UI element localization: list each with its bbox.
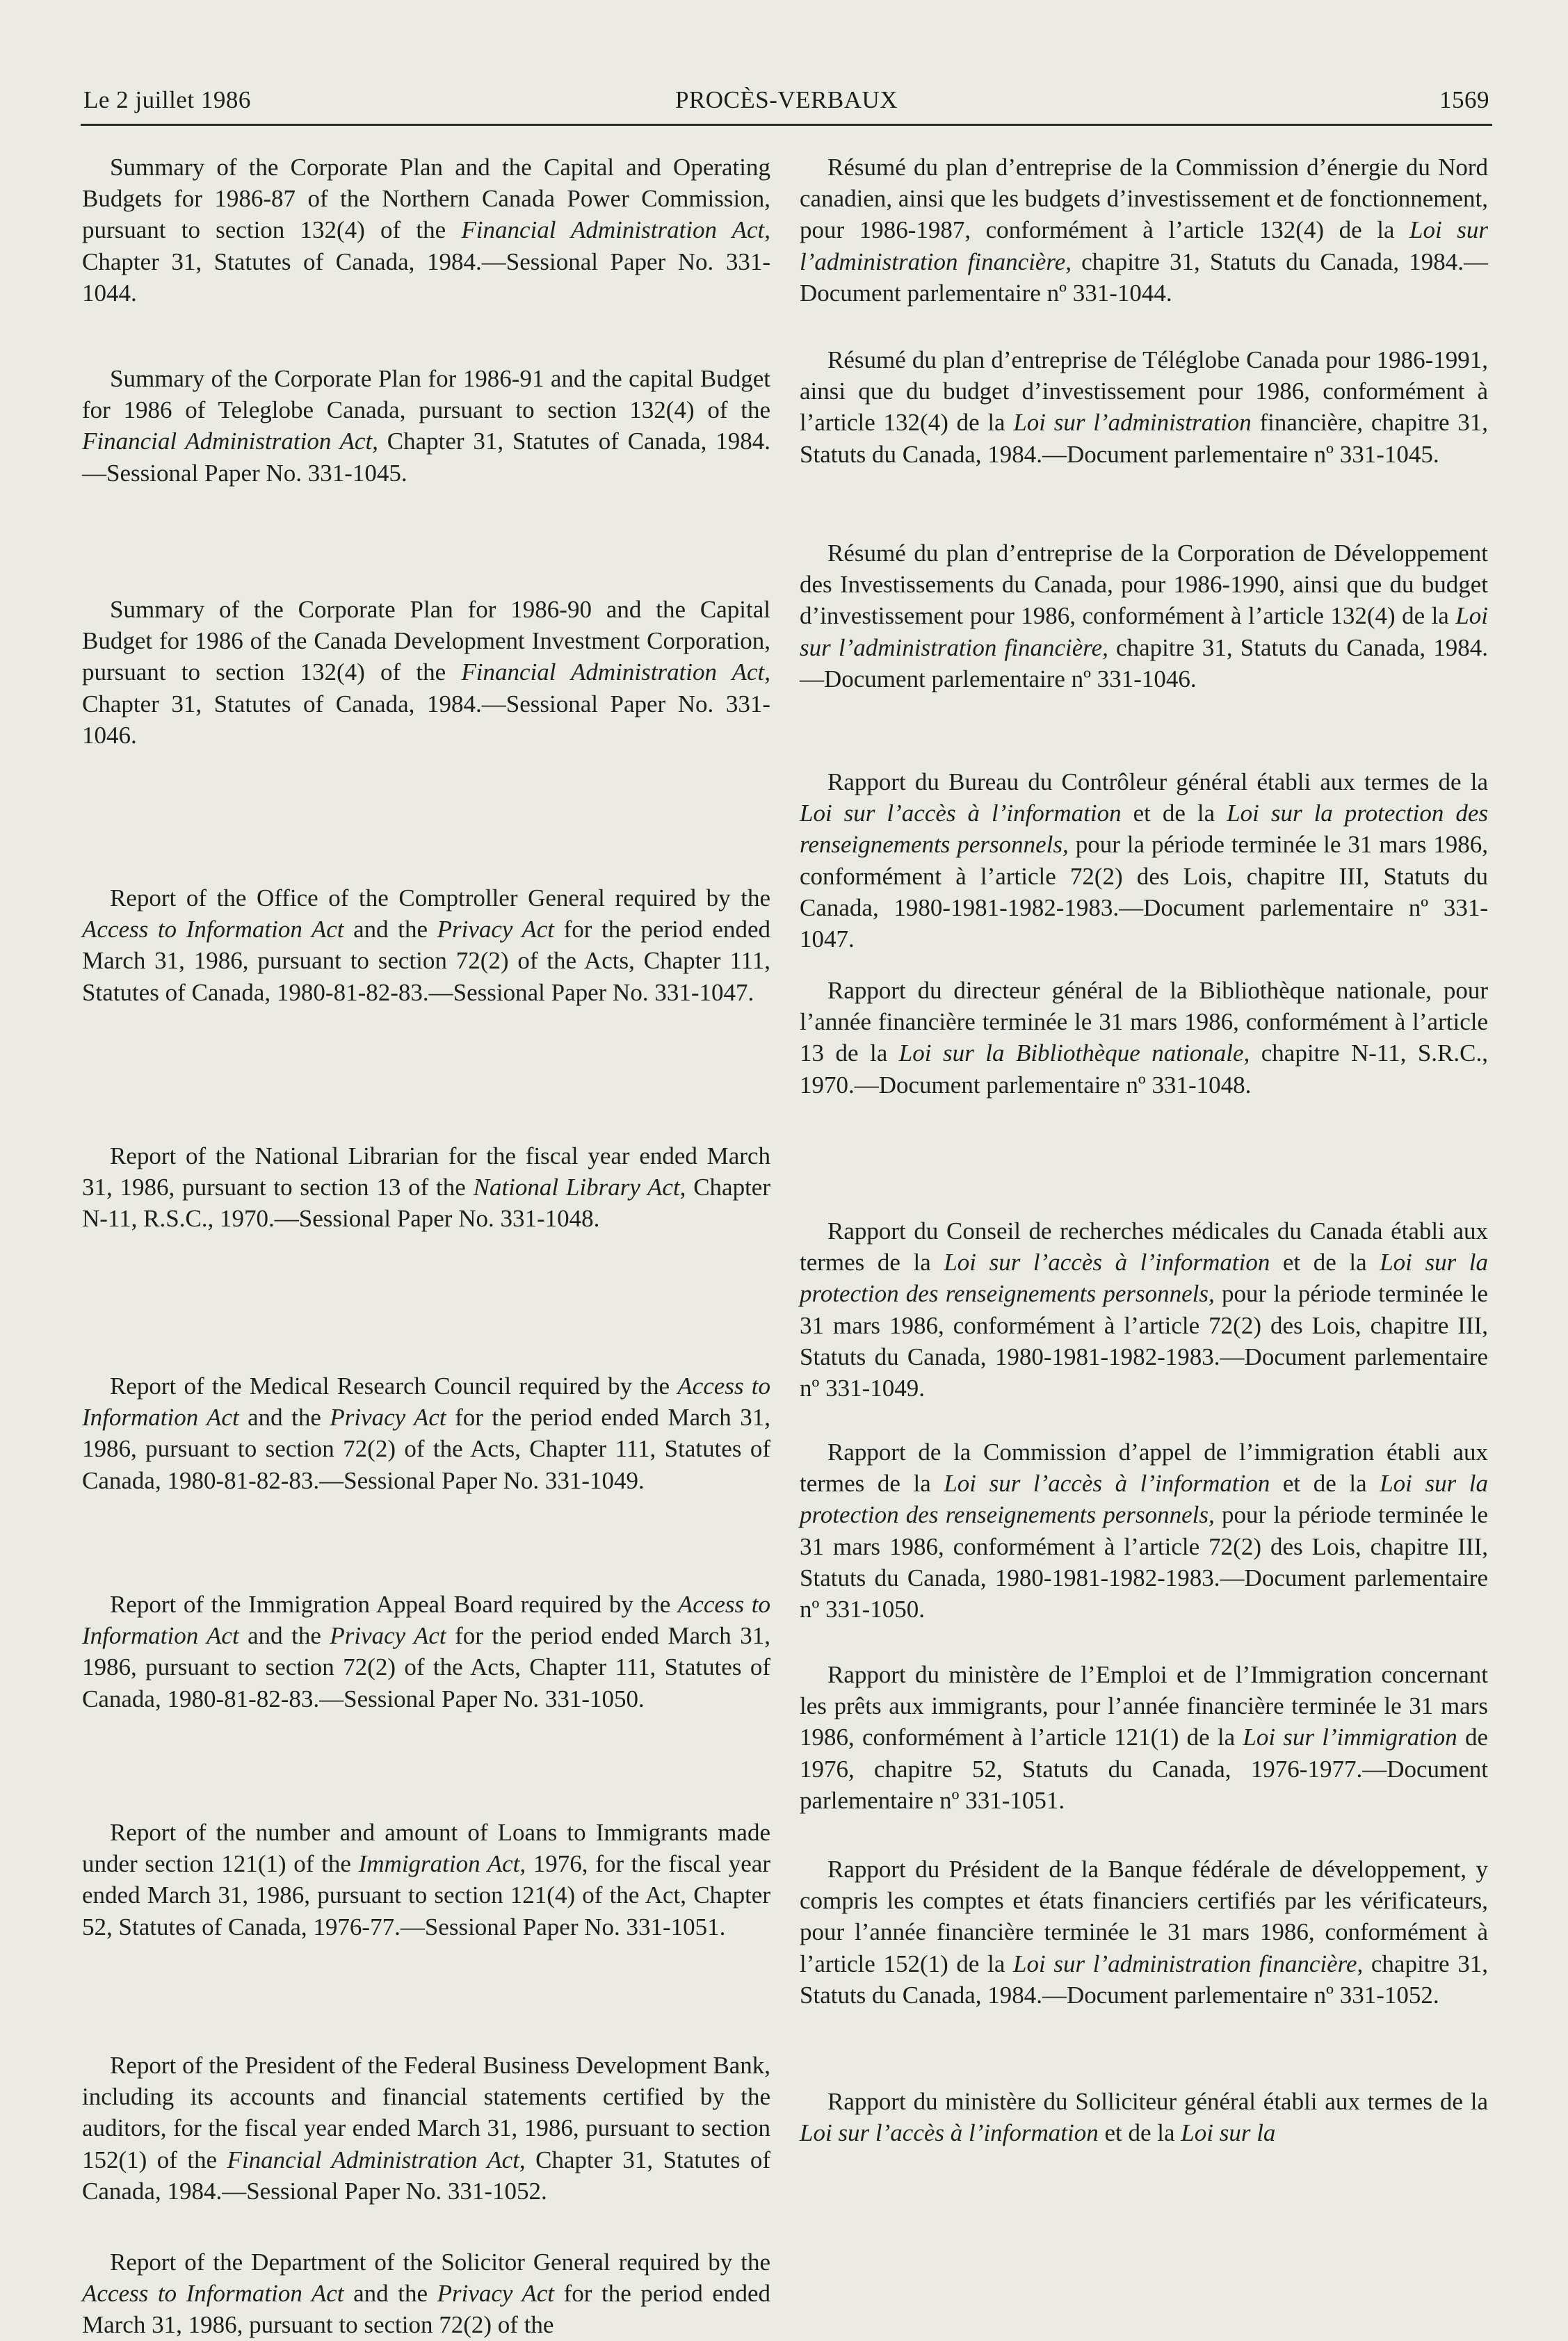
text-segment: Rapport du ministère de l’Emploi et de l’Immigration concernant les prêts aux immigrants, pour l’année financière terminée le 31 mars 1986, conformément à l’article 121(1) de la [800,1661,1488,1751]
text-segment: Chapter 31, Statutes of Canada, 1984.—Sessional Paper No. 331-1045. [82,428,770,487]
paragraph [82,1140,770,1235]
italic-act-title: Financial Administration Act, [461,658,770,686]
italic-act-title: Loi sur l’immigration [1243,1724,1457,1751]
text-segment: Report of the Medical Research Council required by the [110,1372,678,1400]
text-segment: for the period ended March 31, 1986, pursuant to section 72(2) of the Acts, Chapter 111, Statutes of Canada, 1980-81-82-83.—Sessional Paper No. 331-1047. [82,916,770,1006]
text-segment: chapitre 31, Statuts du Canada, 1984.—Document parlementaire nº 331-1044. [800,248,1488,307]
text-segment: Résumé du plan d’entreprise de la Commission d’énergie du Nord canadien, ainsi que les budgets d’investissement et de fonctionnement, pour 1986-1987, conformément à l’article 132(4) de la [800,154,1488,244]
paragraph [82,2246,770,2341]
text-segment: Résumé du plan d’entreprise de la Corporation de Développement des Investissements du Canada, pour 1986-1990, ainsi que du budget d’investissement pour 1986, conformément à l’article 132(4) de la [800,540,1488,630]
text-segment: for the period ended March 31, 1986, pursuant to section 72(2) of the Acts, Chapter 111, Statutes of Canada, 1980-81-82-83.—Sessional Paper No. 331-1050. [82,1622,770,1712]
text-segment: Report of the number and amount of Loans to Immigrants made under section 121(1) of the [82,1819,770,1878]
italic-act-title: Financial Administration Act, [461,216,770,244]
italic-act-title: Loi sur l’administration [1013,409,1252,437]
text-segment: Chapter 31, Statutes of Canada, 1984.—Sessional Paper No. 331-1044. [82,248,770,307]
italic-act-title: Loi sur la protection des renseignements personnels, [800,1470,1488,1529]
header-title: PROCÈS-VERBAUX [674,86,898,113]
text-segment: financière, chapitre 31, Statuts du Canada, 1984.—Document parlementaire nº 331-1045. [800,409,1488,468]
text-segment: for the period ended March 31, 1986, pursuant to section 72(2) of the Acts, Chapter 111, Statutes of Canada, 1980-81-82-83.—Sessional Paper No. 331-1049. [82,1404,770,1494]
text-segment: Chapter 31, Statutes of Canada, 1984.—Sessional Paper No. 331-1046. [82,690,770,749]
italic-act-title: Loi sur l’accès à l’information [800,800,1122,827]
text-segment: Chapter N-11, R.S.C., 1970.—Sessional Paper No. 331-1048. [82,1174,771,1233]
paragraph [82,152,770,309]
paragraph [82,1817,770,1943]
text-segment: and the [343,916,437,943]
text-segment: and the [239,1622,330,1650]
text-segment: et de la [1270,1470,1380,1498]
italic-act-title: Loi sur l’accès à l’information [800,2119,1099,2147]
italic-act-title: Loi sur l’accès à l’information [944,1470,1270,1498]
paragraph [800,975,1488,1101]
text-segment: pour la période terminée le 31 mars 1986, conformément à l’article 72(2) des Lois, chapitre III, Statuts du Canada, 1980-1981-1982-1983.—Document parlementaire nº 331-1049. [800,1280,1488,1402]
italic-act-title: Privacy Act [437,916,555,943]
text-segment: de 1976, chapitre 52, Statuts du Canada, 1976-1977.—Document parlementaire nº 331-1051. [800,1724,1488,1814]
italic-act-title: Loi sur la Bibliothèque nationale, [898,1039,1250,1067]
text-segment: Résumé du plan d’entreprise de Téléglobe Canada pour 1986-1991, ainsi que du budget d’investissement pour 1986, conformément à l’article 132(4) de la [800,346,1488,437]
text-segment: et de la [1121,800,1227,827]
italic-act-title: Privacy Act [330,1404,446,1432]
italic-act-title: Loi sur la protection des renseignements personnels, [800,800,1488,859]
italic-act-title: Access to Information Act [82,1591,770,1650]
text-segment: Summary of the Corporate Plan and the Capital and Operating Budgets for 1986-87 of the Northern Canada Power Commission, pursuant to section 132(4) of the [82,154,770,244]
italic-act-title: Loi sur l’administration financière, [1013,1950,1364,1977]
text-segment: Rapport du Conseil de recherches médicales du Canada établi aux termes de la [800,1217,1488,1277]
text-segment: Rapport du Bureau du Contrôleur général établi aux termes de la [827,768,1488,795]
italic-act-title: Loi sur l’administration financière, [800,602,1488,661]
paragraph [82,2050,770,2207]
text-segment: Rapport du Président de la Banque fédérale de développement, y compris les comptes et états financiers certifiés par les vérificateurs, pour l’année financière terminée le 31 mars 1986, conformément à l’article 152(1) de la [800,1856,1488,1977]
italic-act-title: Access to Information Act [82,2280,344,2308]
text-segment: pour la période terminée le 31 mars 1986, conformément à l’article 72(2) des Lois, chapitre III, Statuts du Canada, 1980-1981-1982-1983.—Document parlementaire nº 331-1050. [800,1501,1488,1623]
text-segment: Report of the Department of the Solicitor General required by the [110,2249,770,2276]
paragraph [800,2086,1488,2148]
text-segment: Summary of the Corporate Plan for 1986-91 and the capital Budget for 1986 of Teleglobe Canada, pursuant to section 132(4) of the [82,365,770,424]
paragraph [82,363,770,489]
italic-act-title: Privacy Act [330,1622,446,1650]
italic-act-title: Access to Information Act [82,1372,771,1432]
text-segment: and the [343,2280,437,2308]
italic-act-title: Financial Administration Act, [82,428,378,455]
italic-act-title: Privacy Act [437,2280,555,2308]
text-segment: Summary of the Corporate Plan for 1986-90 and the Capital Budget for 1986 of the Canada Development Investment Corporation, pursuant to section 132(4) of the [82,596,770,686]
text-segment: chapitre N-11, S.R.C., 1970.—Document parlementaire nº 331-1048. [800,1039,1488,1099]
paragraph [82,1589,770,1715]
paragraph [800,1659,1488,1816]
text-segment: Report of the Office of the Comptroller General required by the [110,884,770,912]
italic-act-title: Loi sur la [1181,2119,1276,2147]
text-segment: et de la [1270,1249,1380,1277]
paragraph [800,1215,1488,1404]
italic-act-title: Loi sur la protection des renseignements personnels, [800,1249,1488,1308]
paragraph [800,344,1488,470]
italic-act-title: National Library Act, [473,1174,686,1201]
text-segment: Rapport du ministère du Solliciteur général établi aux termes de la [827,2088,1488,2115]
text-segment: pour la période terminée le 31 mars 1986, conformément à l’article 72(2) des Lois, chapitre III, Statuts du Canada, 1980-1981-1982-1983.—Document parlementaire nº 331-1047. [800,831,1488,953]
paragraph [800,766,1488,955]
paragraph [800,1854,1488,2011]
text-segment: for the period ended March 31, 1986, pursuant to section 72(2) of the [82,2280,770,2339]
text-segment: chapitre 31, Statuts du Canada, 1984.—Document parlementaire nº 331-1052. [800,1950,1488,2009]
text-segment: Report of the Immigration Appeal Board required by the [110,1591,678,1618]
text-segment: Report of the President of the Federal Business Development Bank, including its accounts and financial statements certified by the auditors, for the fiscal year ended March 31, 1986, pursuant to section 152(1) of the [82,2052,770,2173]
text-segment: et de la [1098,2119,1181,2147]
paragraph [82,1370,770,1496]
page-number: 1569 [1439,86,1489,113]
paragraph [800,152,1488,309]
italic-act-title: Loi sur l’administration financière, [800,216,1488,275]
text-segment: 1976, for the fiscal year ended March 31, 1986, pursuant to section 121(4) of the Act, Chapter 52, Statutes of Canada, 1976-77.—Sessional Paper No. 331-1051. [82,1850,770,1941]
text-segment: Report of the National Librarian for the fiscal year ended March 31, 1986, pursuant to section 13 of the [82,1142,770,1201]
italic-act-title: Loi sur l’accès à l’information [944,1249,1270,1277]
italic-act-title: Immigration Act, [358,1850,526,1878]
paragraph [800,1436,1488,1625]
text-segment: Rapport de la Commission d’appel de l’immigration établi aux termes de la [800,1439,1488,1498]
paragraph [82,882,770,1008]
italic-act-title: Financial Administration Act, [227,2146,526,2173]
text-segment: Chapter 31, Statutes of Canada, 1984.—Sessional Paper No. 331-1052. [82,2146,770,2205]
header-date: Le 2 juillet 1986 [83,86,251,113]
italic-act-title: Access to Information Act [82,916,344,943]
text-segment: and the [239,1404,330,1432]
paragraph [800,537,1488,695]
paragraph [82,594,770,751]
text-segment: Rapport du directeur général de la Bibliothèque nationale, pour l’année financière terminée le 31 mars 1986, conformément à l’article 13 de la [800,977,1488,1067]
text-segment: chapitre 31, Statuts du Canada, 1984.—Document parlementaire nº 331-1046. [800,633,1488,692]
page-header [81,82,1492,126]
